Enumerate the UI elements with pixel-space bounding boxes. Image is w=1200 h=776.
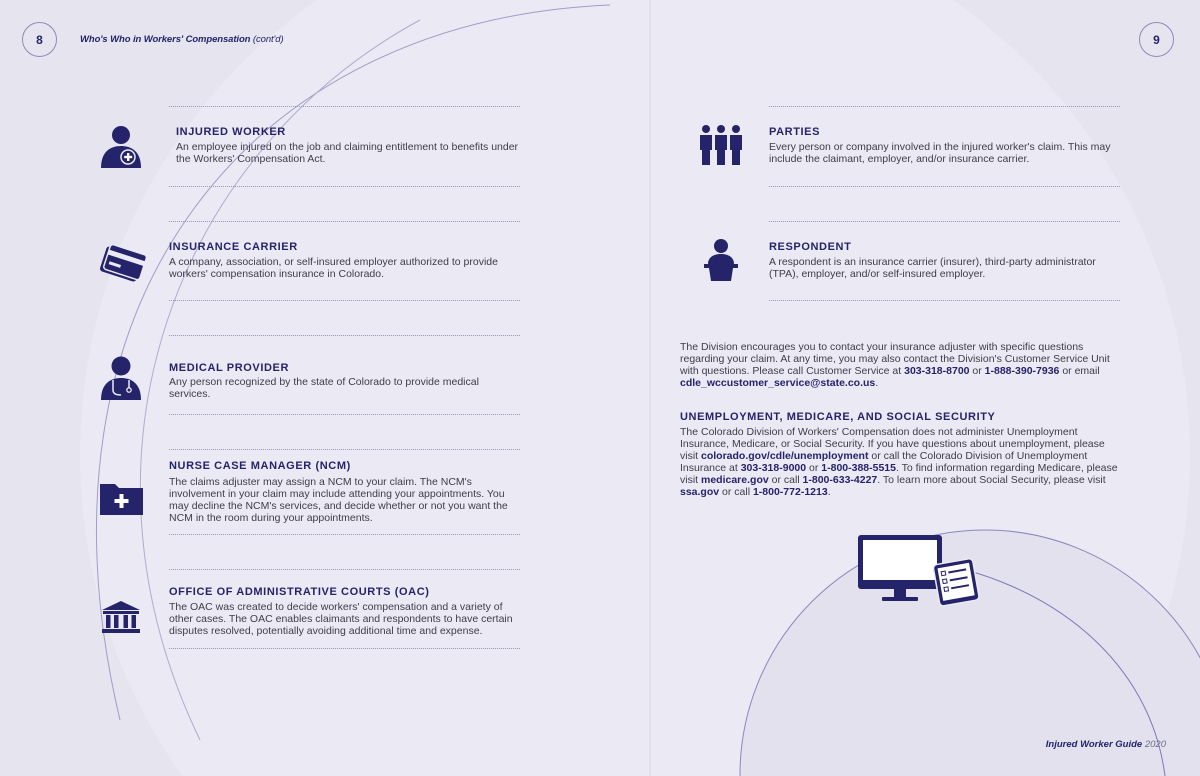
divider	[769, 186, 1120, 187]
entry-title: INSURANCE CARRIER	[169, 241, 298, 253]
divider	[169, 221, 520, 222]
entry-title: RESPONDENT	[769, 241, 852, 253]
contact-text: or	[969, 365, 985, 377]
header-title-suffix: (cont'd)	[252, 34, 284, 45]
divider	[169, 186, 520, 187]
right-page-number: 9	[1139, 22, 1174, 57]
entry-description: A company, association, or self-insured employer authorized to provide workers' compensation insurance in Colorado.	[169, 256, 498, 280]
paragraph-text: or call the Colorado Division of Unemployment Insurance at	[680, 450, 1088, 474]
divider	[169, 300, 520, 301]
credit-card-icon	[96, 242, 146, 288]
entry-title: MEDICAL PROVIDER	[169, 362, 290, 374]
email-link[interactable]: cdle_wccustomer_service@state.co.us	[680, 377, 876, 389]
divider	[169, 648, 520, 649]
header-title	[80, 34, 284, 45]
divider	[169, 534, 520, 535]
divider	[769, 221, 1120, 222]
divider	[169, 449, 520, 450]
phone-link[interactable]: 1-800-633-4227	[802, 474, 878, 486]
paragraph-text: The Colorado Division of Workers' Compensation does not administer Unemployment Insurance, Medicare, or Social Security. If you have questions about unemployment, please visit	[680, 426, 1105, 462]
paragraph-text: . To learn more about Social Security, please visit	[877, 474, 1106, 486]
entry-title: NURSE CASE MANAGER (NCM)	[169, 460, 351, 472]
entry-description: Any person recognized by the state of Colorado to provide medical services.	[169, 376, 479, 400]
paragraph-text: or call	[719, 486, 753, 498]
divider	[769, 300, 1120, 301]
web-link[interactable]: colorado.gov/cdle/unemployment	[701, 450, 869, 462]
group-people-icon	[699, 124, 743, 166]
section-title: UNEMPLOYMENT, MEDICARE, AND SOCIAL SECURITY	[680, 411, 996, 423]
footer	[1046, 739, 1166, 750]
entry-title: OFFICE OF ADMINISTRATIVE COURTS (OAC)	[169, 586, 430, 598]
divider	[169, 569, 520, 570]
header-title-text: Who's Who in Workers' Compensation	[80, 34, 251, 45]
web-link[interactable]: ssa.gov	[680, 486, 720, 498]
entry-description: A respondent is an insurance carrier (insurer), third-party administrator (TPA), employer, and/or self-insured employer.	[769, 256, 1096, 280]
footer-guide-name: Injured Worker Guide	[1045, 739, 1143, 750]
phone-link[interactable]: 1-800-772-1213	[752, 486, 828, 498]
doctor-icon	[98, 354, 144, 400]
phone-link[interactable]: 1-888-390-7936	[984, 365, 1060, 377]
paragraph-text: or	[806, 462, 822, 474]
courthouse-icon	[101, 600, 141, 634]
phone-link[interactable]: 303-318-8700	[904, 365, 970, 377]
worker-plus-icon	[98, 124, 144, 168]
entry-description: An employee injured on the job and claiming entitlement to benefits under the Workers' Compensation Act.	[176, 141, 519, 165]
contact-text: or email	[1059, 365, 1100, 377]
podium-speaker-icon	[702, 238, 740, 282]
paragraph-text: . To find information regarding Medicare, please visit	[680, 462, 1118, 486]
footer-year: 2020	[1144, 739, 1166, 750]
phone-link[interactable]: 303-318-9000	[740, 462, 807, 474]
entry-description: The OAC was created to decide workers' compensation and a variety of other cases. The OAC enables claimants and respondents to have certain disputes resolved, potentially avoiding additional time and expense.	[169, 601, 513, 637]
entry-title: PARTIES	[769, 126, 821, 138]
entry-description: Every person or company involved in the injured worker's claim. This may include the claimant, employer, and/or insurance carrier.	[769, 141, 1111, 165]
contact-paragraph	[680, 341, 1110, 389]
divider	[169, 414, 520, 415]
contact-text: .	[875, 377, 879, 389]
entry-description: The claims adjuster may assign a NCM to your claim. The NCM's involvement in your claim may include attending your appointments. You may decline the NCM's services, and decide whether or not you want the NCM in the room during your appointments.	[169, 476, 508, 524]
divider	[169, 335, 520, 336]
web-link[interactable]: medicare.gov	[701, 474, 769, 486]
monitor-tablet-checklist-icon	[856, 533, 984, 609]
unemployment-paragraph	[680, 426, 1125, 498]
phone-link[interactable]: 1-800-388-5515	[821, 462, 896, 474]
contact-text: The Division encourages you to contact your insurance adjuster with specific questions regarding your claim. At any time, you may also contact the Division's Customer Service Unit with questions. Please call Customer Service at	[680, 341, 1110, 377]
paragraph-text: .	[827, 486, 831, 498]
paragraph-text: or call	[768, 474, 803, 486]
left-page-number: 8	[22, 22, 57, 57]
medical-folder-icon	[99, 480, 144, 516]
divider	[769, 106, 1120, 107]
entry-title: INJURED WORKER	[176, 126, 286, 138]
divider	[169, 106, 520, 107]
